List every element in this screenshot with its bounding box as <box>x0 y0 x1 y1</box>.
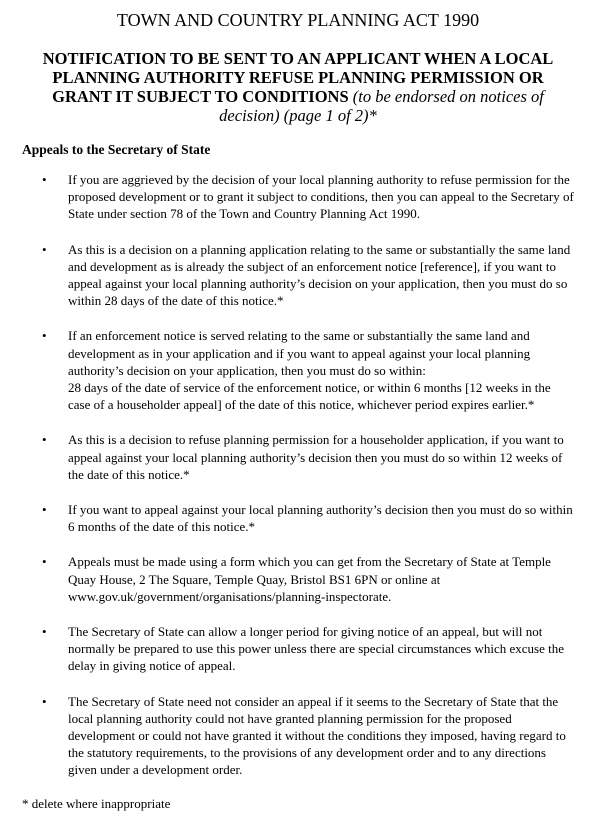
list-item <box>22 553 574 605</box>
bullet-icon: • <box>42 554 47 570</box>
bullet-icon: • <box>42 172 47 187</box>
list-item <box>22 241 574 310</box>
act-title: TOWN AND COUNTRY PLANNING ACT 1990 <box>116 10 480 30</box>
list-item-text: Appeals must be made using a form which you can get from the Secretary of State at Temple Quay House, 2 The Square, Temple Quay, Bristol BS1 6PN or online at www.gov.uk/government/organisations/planning-inspectorate. <box>68 554 551 604</box>
notification-title-text: NOTIFICATION TO BE SENT TO AN APPLICANT WHEN A LOCAL PLANNING AUTHORITY REFUSE PLANNING PERMISSION OR GRANT IT SUBJECT TO CONDITIONS <box>42 49 554 106</box>
endorse-note: (to be endorsed on notices of decision) (page 1 of 2)* <box>219 87 544 125</box>
section-heading: Appeals to the Secretary of State <box>22 142 211 157</box>
notification-title <box>22 49 574 125</box>
list-item-text: The Secretary of State can allow a longer period for giving notice of an appeal, but will not normally be prepared to use this power unless there are special circumstances which excuse the delay in giving notice of appeal. <box>68 624 564 674</box>
footnote: * delete where inappropriate <box>22 795 171 811</box>
list-item <box>22 327 574 413</box>
list-item <box>22 623 574 675</box>
bullet-icon: • <box>42 624 47 640</box>
list-item-text: As this is a decision on a planning application relating to the same or substantially the same land and development as is already the subject of an enforcement notice [reference], if you want to appeal against your local planning authority’s decision on your application, then you must do so within 28 days of the date of this notice.* <box>68 241 571 309</box>
bullet-icon: • <box>42 502 47 518</box>
appeal-items-list <box>22 171 574 779</box>
list-item <box>22 171 574 223</box>
list-item <box>22 501 574 535</box>
bullet-icon: • <box>42 328 47 344</box>
list-item <box>22 693 574 779</box>
list-item-text: If an enforcement notice is served relating to the same or substantially the same land and development as in your application and if you want to appeal against your local planning authority’s decision on your application, then you must do so within: 28 days of the date of service of the enforcement notice, or within 6 months [12 weeks in the case of a householder appeal] of the date of this notice, whichever period expires earlier.* <box>68 328 551 413</box>
bullet-icon: • <box>42 241 47 257</box>
bullet-icon: • <box>42 693 47 709</box>
list-item-text: As this is a decision to refuse planning permission for a householder application, if you want to appeal against your local planning authority’s decision then you must do so within 12 weeks of the date of this notice.* <box>68 432 564 482</box>
list-item-text: The Secretary of State need not consider an appeal if it seems to the Secretary of State that the local planning authority could not have granted planning permission for the proposed development or could not have granted it without the conditions they imposed, having regard to the statutory requirements, to the provisions of any development order and to any directions given under a development order. <box>68 693 566 778</box>
list-item <box>22 431 574 483</box>
list-item-text: If you want to appeal against your local planning authority’s decision then you must do so within 6 months of the date of this notice.* <box>68 502 573 535</box>
list-item-text: If you are aggrieved by the decision of your local planning authority to refuse permission for the proposed development or to grant it subject to conditions, then you can appeal to the Secretary of State under section 78 of the Town and Country Planning Act 1990. <box>68 172 574 222</box>
bullet-icon: • <box>42 432 47 448</box>
